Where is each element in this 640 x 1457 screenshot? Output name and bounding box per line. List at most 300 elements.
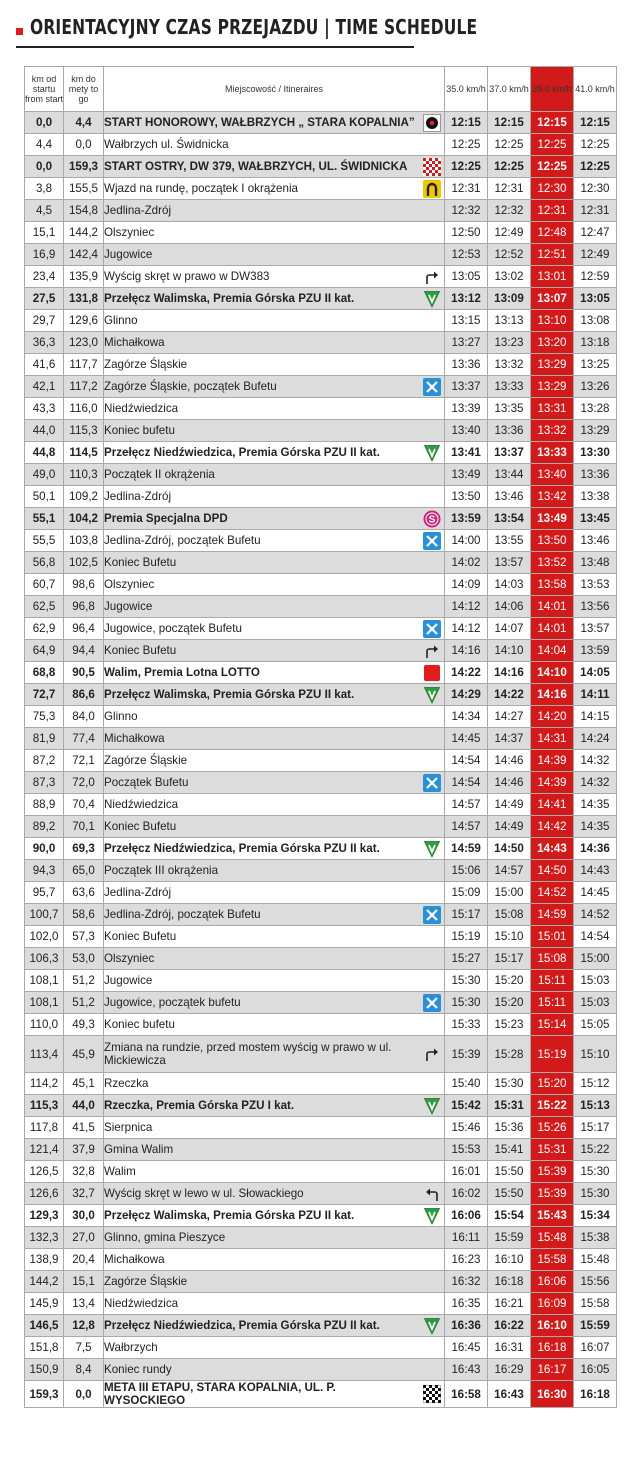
km-to-go-cell: 27,0	[64, 1227, 104, 1249]
time-39-cell: 15:19	[531, 1036, 574, 1073]
table-row	[25, 574, 617, 596]
time-39-cell: 12:25	[531, 156, 574, 178]
time-41-cell: 14:54	[574, 926, 617, 948]
km-from-start-cell: 29,7	[25, 310, 64, 332]
time-37-cell: 14:49	[488, 816, 531, 838]
km-from-start-cell: 117,8	[25, 1117, 64, 1139]
km-from-start-cell: 126,5	[25, 1161, 64, 1183]
km-to-go-cell: 159,3	[64, 156, 104, 178]
time-39-cell: 13:10	[531, 310, 574, 332]
time-41-cell: 13:18	[574, 332, 617, 354]
location-name: Gmina Walim	[104, 1143, 174, 1156]
km-from-start-cell: 159,3	[25, 1381, 64, 1408]
time-39-cell: 13:58	[531, 574, 574, 596]
time-41-cell: 16:05	[574, 1359, 617, 1381]
time-37-cell: 13:35	[488, 398, 531, 420]
km-from-start-cell: 145,9	[25, 1293, 64, 1315]
table-row	[25, 640, 617, 662]
km-to-go-cell: 7,5	[64, 1337, 104, 1359]
time-35-cell: 15:09	[445, 882, 488, 904]
itinerary-cell	[104, 112, 445, 134]
time-37-cell: 16:18	[488, 1271, 531, 1293]
location-name: Koniec Bufetu	[104, 930, 177, 943]
km-to-go-cell: 69,3	[64, 838, 104, 860]
km-to-go-cell: 0,0	[64, 1381, 104, 1408]
location-name: Wałbrzych ul. Świdnicka	[104, 138, 229, 151]
location-name: Michałkowa	[104, 336, 165, 349]
km-from-start-cell: 114,2	[25, 1073, 64, 1095]
km-to-go-cell: 20,4	[64, 1249, 104, 1271]
km-to-go-cell: 77,4	[64, 728, 104, 750]
itinerary-cell	[104, 200, 445, 222]
table-row	[25, 552, 617, 574]
km-from-start-cell: 68,8	[25, 662, 64, 684]
table-row	[25, 134, 617, 156]
km-from-start-cell: 43,3	[25, 398, 64, 420]
time-41-cell: 15:12	[574, 1073, 617, 1095]
time-37-cell: 14:06	[488, 596, 531, 618]
location-name: Jugowice, początek Bufetu	[104, 622, 242, 635]
itinerary-cell	[104, 1271, 445, 1293]
km-from-start-cell: 44,0	[25, 420, 64, 442]
time-35-cell: 15:53	[445, 1139, 488, 1161]
time-35-cell: 12:50	[445, 222, 488, 244]
time-39-cell: 16:17	[531, 1359, 574, 1381]
table-row	[25, 816, 617, 838]
start-icon	[423, 114, 441, 132]
time-41-cell: 12:49	[574, 244, 617, 266]
table-row	[25, 200, 617, 222]
location-name: Glinno	[104, 710, 138, 723]
km-from-start-cell: 42,1	[25, 376, 64, 398]
itinerary-cell	[104, 1036, 445, 1073]
feed-icon	[423, 532, 441, 550]
turn-right-icon	[423, 268, 441, 286]
table-row	[25, 156, 617, 178]
table-row	[25, 662, 617, 684]
time-35-cell: 13:40	[445, 420, 488, 442]
time-35-cell: 16:06	[445, 1205, 488, 1227]
km-to-go-cell: 53,0	[64, 948, 104, 970]
time-35-cell: 13:12	[445, 288, 488, 310]
table-row	[25, 1293, 617, 1315]
time-39-cell: 12:51	[531, 244, 574, 266]
time-41-cell: 15:03	[574, 970, 617, 992]
time-41-cell: 14:43	[574, 860, 617, 882]
itinerary-cell	[104, 1227, 445, 1249]
km-from-start-cell: 56,8	[25, 552, 64, 574]
table-row	[25, 1073, 617, 1095]
time-35-cell: 13:36	[445, 354, 488, 376]
time-35-cell: 13:59	[445, 508, 488, 530]
itinerary-cell	[104, 1337, 445, 1359]
location-name: Początek III okrążenia	[104, 864, 219, 877]
itinerary-cell	[104, 1359, 445, 1381]
km-from-start-cell: 110,0	[25, 1014, 64, 1036]
itinerary-cell	[104, 420, 445, 442]
km-to-go-cell: 0,0	[64, 134, 104, 156]
table-row	[25, 1381, 617, 1408]
itinerary-cell	[104, 948, 445, 970]
location-name: Zmiana na rundzie, przed mostem wyścig w prawo w ul. Mickiewicza	[104, 1041, 392, 1067]
table-row	[25, 1139, 617, 1161]
time-41-cell: 12:30	[574, 178, 617, 200]
time-37-cell: 13:57	[488, 552, 531, 574]
km-from-start-cell: 102,0	[25, 926, 64, 948]
table-row	[25, 530, 617, 552]
km-from-start-cell: 44,8	[25, 442, 64, 464]
location-name: Jedlina-Zdrój	[104, 490, 172, 503]
time-35-cell: 15:40	[445, 1073, 488, 1095]
time-41-cell: 15:10	[574, 1036, 617, 1073]
time-39-cell: 13:29	[531, 376, 574, 398]
time-37-cell: 12:31	[488, 178, 531, 200]
km-from-start-cell: 60,7	[25, 574, 64, 596]
time-39-cell: 16:18	[531, 1337, 574, 1359]
location-name: Jugowice	[104, 248, 153, 261]
km-to-go-cell: 15,1	[64, 1271, 104, 1293]
time-39-cell: 14:39	[531, 750, 574, 772]
km-from-start-cell: 23,4	[25, 266, 64, 288]
km-from-start-cell: 0,0	[25, 112, 64, 134]
time-35-cell: 14:54	[445, 750, 488, 772]
table-row	[25, 1036, 617, 1073]
time-41-cell: 13:56	[574, 596, 617, 618]
km-to-go-cell: 144,2	[64, 222, 104, 244]
time-35-cell: 15:30	[445, 992, 488, 1014]
time-39-cell: 12:15	[531, 112, 574, 134]
time-39-cell: 13:50	[531, 530, 574, 552]
km-from-start-cell: 94,3	[25, 860, 64, 882]
km-from-start-cell: 81,9	[25, 728, 64, 750]
location-name: Zagórze Śląskie, początek Bufetu	[104, 380, 277, 393]
table-row	[25, 1183, 617, 1205]
time-37-cell: 13:46	[488, 486, 531, 508]
time-41-cell: 13:05	[574, 288, 617, 310]
time-35-cell: 12:53	[445, 244, 488, 266]
time-41-cell: 13:57	[574, 618, 617, 640]
location-name: Przełęcz Walimska, Premia Górska PZU II kat.	[104, 688, 355, 701]
time-39-cell: 14:04	[531, 640, 574, 662]
table-row	[25, 1271, 617, 1293]
itinerary-cell	[104, 178, 445, 200]
header-speed-41: 41.0 km/h	[574, 67, 617, 112]
location-name: Zagórze Śląskie	[104, 754, 188, 767]
time-39-cell: 15:11	[531, 992, 574, 1014]
time-37-cell: 15:00	[488, 882, 531, 904]
time-35-cell: 15:46	[445, 1117, 488, 1139]
km-to-go-cell: 103,8	[64, 530, 104, 552]
km-to-go-cell: 155,5	[64, 178, 104, 200]
km-to-go-cell: 116,0	[64, 398, 104, 420]
header-speed-37: 37.0 km/h	[488, 67, 531, 112]
time-35-cell: 14:29	[445, 684, 488, 706]
time-37-cell: 12:49	[488, 222, 531, 244]
time-35-cell: 16:01	[445, 1161, 488, 1183]
time-37-cell: 13:44	[488, 464, 531, 486]
mountain-icon	[423, 1207, 441, 1225]
time-39-cell: 16:30	[531, 1381, 574, 1408]
itinerary-cell	[104, 530, 445, 552]
time-35-cell: 16:02	[445, 1183, 488, 1205]
time-35-cell: 14:00	[445, 530, 488, 552]
time-37-cell: 13:54	[488, 508, 531, 530]
km-to-go-cell: 110,3	[64, 464, 104, 486]
time-39-cell: 13:42	[531, 486, 574, 508]
time-41-cell: 15:22	[574, 1139, 617, 1161]
time-41-cell: 12:25	[574, 156, 617, 178]
time-35-cell: 15:39	[445, 1036, 488, 1073]
table-row	[25, 772, 617, 794]
table-row	[25, 706, 617, 728]
km-to-go-cell: 129,6	[64, 310, 104, 332]
time-37-cell: 14:46	[488, 772, 531, 794]
time-37-cell: 13:55	[488, 530, 531, 552]
km-to-go-cell: 115,3	[64, 420, 104, 442]
time-35-cell: 14:57	[445, 816, 488, 838]
km-from-start-cell: 108,1	[25, 992, 64, 1014]
itinerary-cell	[104, 970, 445, 992]
time-39-cell: 15:22	[531, 1095, 574, 1117]
km-from-start-cell: 62,9	[25, 618, 64, 640]
time-39-cell: 15:01	[531, 926, 574, 948]
km-to-go-cell: 131,8	[64, 288, 104, 310]
time-37-cell: 13:37	[488, 442, 531, 464]
time-41-cell: 15:00	[574, 948, 617, 970]
time-39-cell: 16:06	[531, 1271, 574, 1293]
km-from-start-cell: 100,7	[25, 904, 64, 926]
time-39-cell: 16:10	[531, 1315, 574, 1337]
sprint-icon	[423, 664, 441, 682]
km-to-go-cell: 63,6	[64, 882, 104, 904]
table-row	[25, 376, 617, 398]
time-41-cell: 13:45	[574, 508, 617, 530]
time-schedule-table	[24, 66, 617, 1408]
header-km-to-go: km do mety to go	[64, 67, 104, 112]
time-39-cell: 14:20	[531, 706, 574, 728]
time-35-cell: 15:33	[445, 1014, 488, 1036]
km-to-go-cell: 30,0	[64, 1205, 104, 1227]
km-from-start-cell: 72,7	[25, 684, 64, 706]
time-37-cell: 12:32	[488, 200, 531, 222]
time-37-cell: 15:41	[488, 1139, 531, 1161]
time-41-cell: 15:30	[574, 1183, 617, 1205]
mountain-icon	[423, 840, 441, 858]
km-from-start-cell: 49,0	[25, 464, 64, 486]
time-39-cell: 14:10	[531, 662, 574, 684]
feed-icon	[423, 620, 441, 638]
table-row	[25, 442, 617, 464]
time-39-cell: 14:42	[531, 816, 574, 838]
itinerary-cell	[104, 552, 445, 574]
time-37-cell: 15:50	[488, 1183, 531, 1205]
km-from-start-cell: 3,8	[25, 178, 64, 200]
time-39-cell: 14:31	[531, 728, 574, 750]
time-41-cell: 14:15	[574, 706, 617, 728]
time-41-cell: 14:32	[574, 772, 617, 794]
itinerary-cell	[104, 816, 445, 838]
time-41-cell: 15:34	[574, 1205, 617, 1227]
time-39-cell: 13:32	[531, 420, 574, 442]
time-41-cell: 15:38	[574, 1227, 617, 1249]
time-41-cell: 15:05	[574, 1014, 617, 1036]
time-35-cell: 13:49	[445, 464, 488, 486]
km-to-go-cell: 70,1	[64, 816, 104, 838]
time-37-cell: 15:30	[488, 1073, 531, 1095]
km-from-start-cell: 62,5	[25, 596, 64, 618]
location-name: Wjazd na rundę, początek I okrążenia	[104, 182, 298, 195]
time-35-cell: 14:45	[445, 728, 488, 750]
time-41-cell: 14:05	[574, 662, 617, 684]
km-from-start-cell: 89,2	[25, 816, 64, 838]
location-name: Olszyniec	[104, 952, 155, 965]
time-41-cell: 13:59	[574, 640, 617, 662]
km-to-go-cell: 70,4	[64, 794, 104, 816]
itinerary-cell	[104, 442, 445, 464]
time-39-cell: 15:39	[531, 1161, 574, 1183]
table-row	[25, 178, 617, 200]
km-to-go-cell: 86,6	[64, 684, 104, 706]
itinerary-cell	[104, 772, 445, 794]
time-41-cell: 15:13	[574, 1095, 617, 1117]
time-35-cell: 13:05	[445, 266, 488, 288]
km-to-go-cell: 117,7	[64, 354, 104, 376]
feed-icon	[423, 378, 441, 396]
time-41-cell: 13:25	[574, 354, 617, 376]
itinerary-cell	[104, 486, 445, 508]
location-name: Koniec Bufetu	[104, 820, 177, 833]
itinerary-cell	[104, 1315, 445, 1337]
time-39-cell: 14:50	[531, 860, 574, 882]
time-37-cell: 13:32	[488, 354, 531, 376]
time-41-cell: 14:32	[574, 750, 617, 772]
time-35-cell: 12:32	[445, 200, 488, 222]
itinerary-cell	[104, 1183, 445, 1205]
time-37-cell: 14:10	[488, 640, 531, 662]
time-39-cell: 14:52	[531, 882, 574, 904]
time-37-cell: 15:59	[488, 1227, 531, 1249]
mountain-icon	[423, 444, 441, 462]
time-37-cell: 15:08	[488, 904, 531, 926]
itinerary-cell	[104, 794, 445, 816]
header-km-from-start: km od startu from start	[25, 67, 64, 112]
itinerary-cell	[104, 860, 445, 882]
time-35-cell: 13:15	[445, 310, 488, 332]
itinerary-cell	[104, 1293, 445, 1315]
km-to-go-cell: 117,2	[64, 376, 104, 398]
location-name: START OSTRY, DW 379, WAŁBRZYCH, UL. ŚWIDNICKA	[104, 160, 408, 173]
time-39-cell: 14:16	[531, 684, 574, 706]
time-41-cell: 15:48	[574, 1249, 617, 1271]
time-37-cell: 13:13	[488, 310, 531, 332]
km-to-go-cell: 58,6	[64, 904, 104, 926]
location-name: Premia Specjalna DPD	[104, 512, 228, 525]
km-to-go-cell: 51,2	[64, 970, 104, 992]
special-icon	[423, 510, 441, 528]
time-37-cell: 12:15	[488, 112, 531, 134]
time-41-cell: 14:11	[574, 684, 617, 706]
time-37-cell: 13:23	[488, 332, 531, 354]
km-to-go-cell: 32,7	[64, 1183, 104, 1205]
itinerary-cell	[104, 1249, 445, 1271]
title-marker	[16, 28, 23, 35]
location-name: Jedlina-Zdrój, początek Bufetu	[104, 534, 261, 547]
table-row	[25, 464, 617, 486]
feed-icon	[423, 906, 441, 924]
location-name: Początek II okrążenia	[104, 468, 215, 481]
km-to-go-cell: 98,6	[64, 574, 104, 596]
time-37-cell: 15:17	[488, 948, 531, 970]
time-39-cell: 13:33	[531, 442, 574, 464]
km-from-start-cell: 36,3	[25, 332, 64, 354]
time-35-cell: 13:27	[445, 332, 488, 354]
time-35-cell: 15:42	[445, 1095, 488, 1117]
location-name: Koniec rundy	[104, 1363, 172, 1376]
km-to-go-cell: 32,8	[64, 1161, 104, 1183]
km-to-go-cell: 72,0	[64, 772, 104, 794]
itinerary-cell	[104, 398, 445, 420]
page-title: ORIENTACYJNY CZAS PRZEJAZDU | TIME SCHEDULE	[30, 15, 478, 39]
location-name: Zagórze Śląskie	[104, 358, 188, 371]
time-37-cell: 12:52	[488, 244, 531, 266]
time-37-cell: 13:02	[488, 266, 531, 288]
time-39-cell: 14:01	[531, 596, 574, 618]
time-39-cell: 15:48	[531, 1227, 574, 1249]
time-35-cell: 16:11	[445, 1227, 488, 1249]
time-37-cell: 15:50	[488, 1161, 531, 1183]
km-to-go-cell: 51,2	[64, 992, 104, 1014]
table-row	[25, 1117, 617, 1139]
location-name: Przełęcz Niedźwiedzica, Premia Górska PZU II kat.	[104, 842, 380, 855]
time-35-cell: 14:02	[445, 552, 488, 574]
time-39-cell: 15:20	[531, 1073, 574, 1095]
itinerary-cell	[104, 838, 445, 860]
time-35-cell: 16:23	[445, 1249, 488, 1271]
time-41-cell: 14:35	[574, 816, 617, 838]
time-35-cell: 15:27	[445, 948, 488, 970]
feed-icon	[423, 994, 441, 1012]
time-39-cell: 13:01	[531, 266, 574, 288]
mountain-icon	[423, 1317, 441, 1335]
time-41-cell: 13:46	[574, 530, 617, 552]
time-39-cell: 13:29	[531, 354, 574, 376]
location-name: Michałkowa	[104, 732, 165, 745]
time-37-cell: 14:57	[488, 860, 531, 882]
itinerary-cell	[104, 750, 445, 772]
table-row	[25, 1095, 617, 1117]
mountain-icon	[423, 1097, 441, 1115]
time-41-cell: 15:30	[574, 1161, 617, 1183]
itinerary-cell	[104, 1205, 445, 1227]
location-name: START HONOROWY, WAŁBRZYCH „ STARA KOPALNIA”	[104, 116, 415, 129]
flag-icon	[423, 158, 441, 176]
time-37-cell: 14:03	[488, 574, 531, 596]
time-35-cell: 14:16	[445, 640, 488, 662]
km-to-go-cell: 45,1	[64, 1073, 104, 1095]
table-row	[25, 992, 617, 1014]
time-35-cell: 16:35	[445, 1293, 488, 1315]
header-speed-35: 35.0 km/h	[445, 67, 488, 112]
time-39-cell: 12:30	[531, 178, 574, 200]
km-to-go-cell: 135,9	[64, 266, 104, 288]
km-to-go-cell: 90,5	[64, 662, 104, 684]
itinerary-cell	[104, 134, 445, 156]
km-to-go-cell: 154,8	[64, 200, 104, 222]
itinerary-cell	[104, 618, 445, 640]
table-row	[25, 266, 617, 288]
time-41-cell: 15:17	[574, 1117, 617, 1139]
km-from-start-cell: 113,4	[25, 1036, 64, 1073]
